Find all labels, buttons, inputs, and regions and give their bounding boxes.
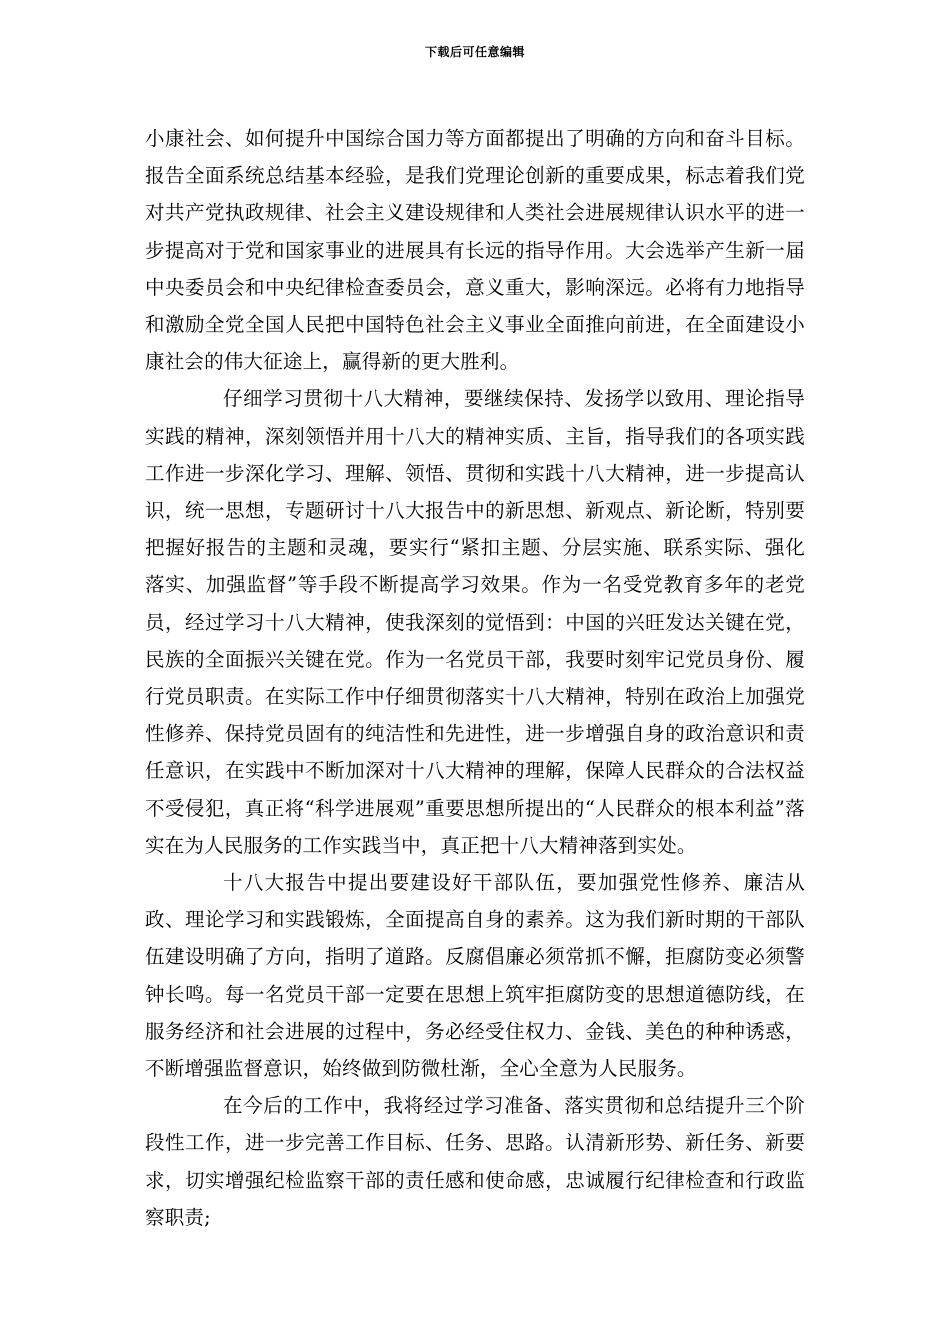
paragraph-1: 小康社会、如何提升中国综合国力等方面都提出了明确的方向和奋斗目标。报告全面系统总结基本经验，是我们党理论创新的重要成果，标志着我们党对共产党执政规律、社会主义建设规律和人类社会进展规律认识水平的进一步提高对于党和国家事业的进展具有长远的指导作用。大会选举产生新一届中央委员会和中央纪律检查委员会，意义重大，影响深远。必将有力地指导和激励全党全国人民把中国特色社会主义事业全面推向前进，在全面建设小康社会的伟大征途上，赢得新的更大胜利。 <box>145 127 805 374</box>
paragraph-2: 仔细学习贯彻十八大精神，要继续保持、发扬学以致用、理论指导实践的精神，深刻领悟并用十八大的精神实质、主旨，指导我们的各项实践工作进一步深化学习、理解、领悟、贯彻和实践十八大精神，进一步提高认识，统一思想，专题研讨十八大报告中的新思想、新观点、新论断，特别要把握好报告的主题和灵魂，要实行“紧扣主题、分层实施、联系实际、强化落实、加强监督”等手段不断提高学习效果。作为一名受党教育多年的老党员，经过学习十八大精神，使我深刻的觉悟到：中国的兴旺发达关键在党，民族的全面振兴关键在党。作为一名党员干部，我要时刻牢记党员身份、履行党员职责。在实际工作中仔细贯彻落实十八大精神，特别在政治上加强党性修养、保持党员固有的纯洁性和先进性，进一步增强自身的政治意识和责任意识，在实践中不断加深对十八大精神的理解，保障人民群众的合法权益不受侵犯，真正将“科学进展观”重要思想所提出的“人民群众的根本利益”落实在为人民服务的工作实践当中，真正把十八大精神落到实处。 <box>145 387 805 857</box>
paragraph-4: 在今后的工作中，我将经过学习准备、落实贯彻和总结提升三个阶段性工作，进一步完善工作目标、任务、思路。认清新形势、新任务、新要求，切实增强纪检监察干部的责任感和使命感，忠诚履行纪律检查和行政监察职责; <box>145 1094 805 1229</box>
paragraph-3: 十八大报告中提出要建设好干部队伍，要加强党性修养、廉洁从政、理论学习和实践锻炼，全面提高自身的素养。这为我们新时期的干部队伍建设明确了方向，指明了道路。反腐倡廉必须常抓不懈，拒腐防变必须警钟长鸣。每一名党员干部一定要在思想上筑牢拒腐防变的思想道德防线，在服务经济和社会进展的过程中，务必经受住权力、金钱、美色的种种诱惑，不断增强监督意识，始终做到防微杜渐，全心全意为人民服务。 <box>145 871 805 1081</box>
document-body <box>145 120 805 1236</box>
page-header: 下载后可任意编辑 <box>424 45 525 59</box>
